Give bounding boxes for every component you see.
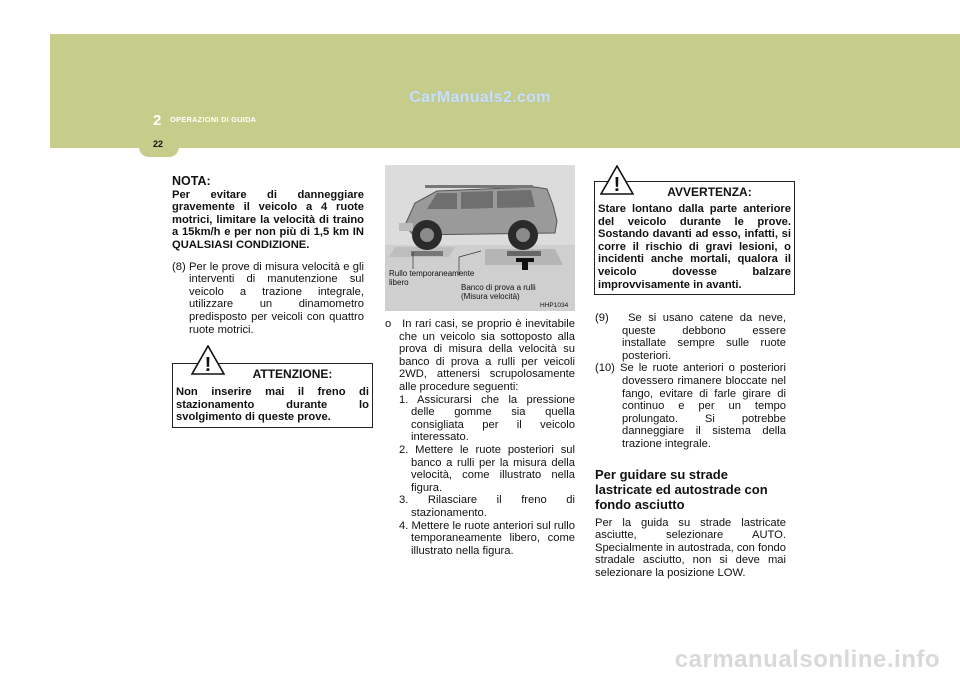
step-3: 3. Rilasciare il freno di stazionamento. [399,494,575,519]
chapter-title: OPERAZIONI DI GUIDA [170,115,257,124]
warning-triangle-icon [600,165,634,195]
label-dyno-line2: (Misura velocità) [461,292,520,301]
warning-glyph: ! [204,354,212,375]
section-text: Per la guida su strade lastricate asciutte, selezionare AUTO. Specialmente in autostrada, con fondo stradale asciutto, non si deve mai selezionare la posizione LOW. [595,516,786,579]
item-8 [172,261,364,337]
attenzione-title: ATTENZIONE: [252,367,333,381]
step-4: 4. Mettere le ruote anteriori sul rullo temporaneamente libero, come illustrato nella figura. [399,519,575,557]
avvertenza-title: AVVERTENZA: [667,185,752,199]
label-roller: Rullo temporaneamente libero [389,269,475,287]
column-right [595,312,786,580]
column-middle [385,318,575,557]
chapter-number: 2 [153,112,162,129]
watermark-top[interactable]: CarManuals2.com [409,89,551,106]
avvertenza-box [594,181,795,295]
figure-code: HHP1034 [540,302,569,309]
item-9-number: (9) [595,312,609,324]
watermark-bottom[interactable]: carmanualsonline.info [674,646,940,673]
avvertenza-text: Stare lontano dalla parte anteriore del veicolo durante le prove. Sostando davanti ad esso, infatti, si corre il rischio di gravi lesioni, o incidenti anche mortali, qualora il veicolo dovesse balzare improvvisamente in avanti. [598,203,791,291]
item-9 [595,312,786,362]
attenzione-text: Non inserire mai il freno di stazionamento durante lo svolgimento di queste prove. [176,386,369,424]
item-9-text: Se si usano catene da neve, queste debbono essere installate sempre sulle ruote posteriori. [622,312,786,362]
column-left [172,175,364,336]
item-10-number: (10) [595,362,615,375]
label-dyno-line1: Banco di prova a rulli [461,283,536,292]
bullet-glyph: o [385,318,392,330]
nota-heading: NOTA: [172,174,211,188]
nota-text: Per evitare di danneggiare gravemente il veicolo a 4 ruote motrici, limitare la velocità di traino a 15km/h e per non più di 1,5 km IN QUALSIASI CONDIZIONE. [172,188,364,251]
item-10-text: Se le ruote anteriori o posteriori dovessero rimanere bloccate nel fango, evitare di farle girare di continuo e per un tempo prolungato. Si potrebbe danneggiare il sistema della trazione integrale. [620,362,786,450]
item-10 [595,362,786,450]
item-8-text: Per le prove di misura velocità e gli interventi di manutenzione sul veicolo a trazione integrale, utilizzare un dinamometro predisposto per veicoli con quattro ruote motrici. [189,260,365,336]
warning-triangle-icon [191,345,225,375]
item-8-number: (8) [172,260,186,273]
warning-glyph: ! [613,174,621,195]
step-1: 1. Assicurarsi che la pressione delle gomme sia quella consigliata per il veicolo interessato. [399,393,575,444]
section-heading: Per guidare su strade lastricate ed autostrade con fondo asciutto [595,466,768,512]
bullet-paragraph [385,318,575,394]
step-2: 2. Mettere le ruote posteriori sul banco a rulli per la misura della velocità, come illustrato nella figura. [399,443,575,494]
page-number: 22 [153,139,164,149]
bullet-text: In rari casi, se proprio è inevitabile che un veicolo sia sottoposto alla prova di misura della velocità su banco di prova a rulli per veicoli 2WD, attenersi scrupolosamente alle procedure seguenti: [399,318,575,393]
